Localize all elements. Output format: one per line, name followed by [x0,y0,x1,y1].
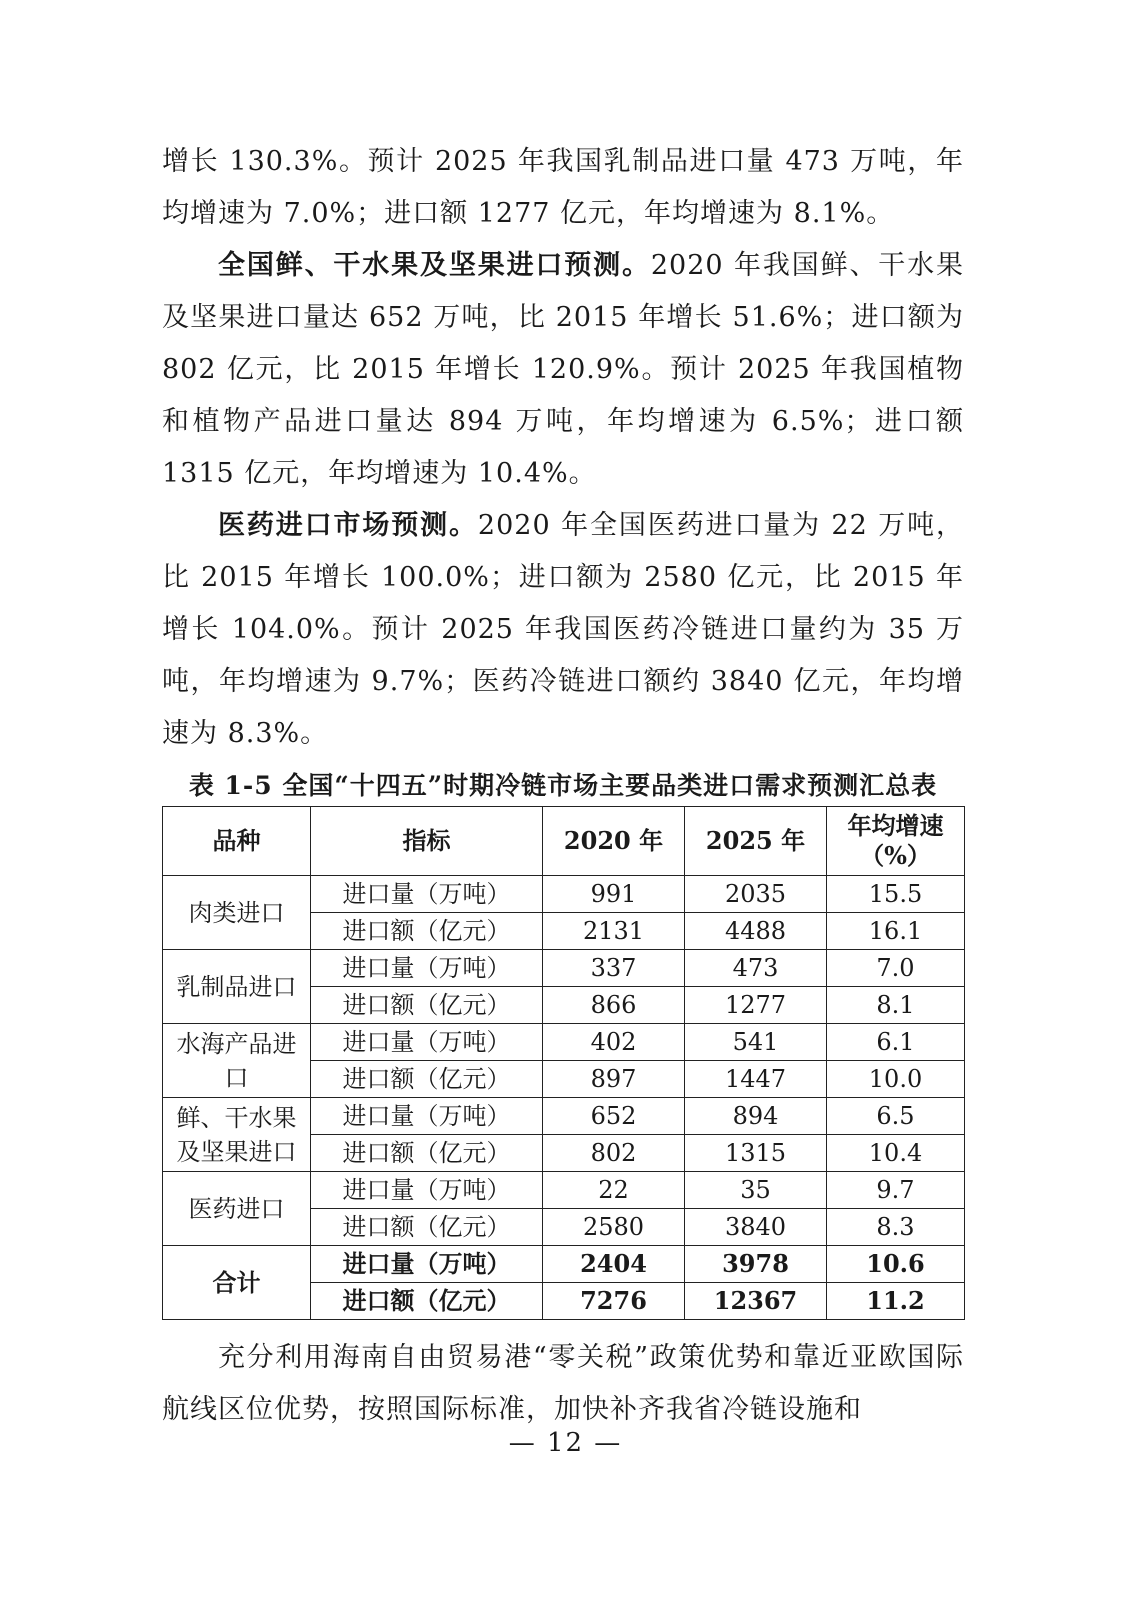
value-2025-cell: 12367 [685,1283,827,1320]
growth-cell: 11.2 [827,1283,965,1320]
header-growth: 年均增速（%） [827,807,965,876]
table-row [163,1024,965,1061]
growth-cell: 6.5 [827,1098,965,1135]
value-2020-cell: 652 [543,1098,685,1135]
paragraph-pharma-forecast [162,500,964,760]
value-2025-cell: 1315 [685,1135,827,1172]
indicator-cell: 进口额（亿元） [311,913,543,950]
table-total-row [163,1246,965,1283]
growth-cell: 8.3 [827,1209,965,1246]
indicator-cell: 进口量（万吨） [311,1172,543,1209]
value-2020-cell: 402 [543,1024,685,1061]
value-2020-cell: 2131 [543,913,685,950]
category-cell: 医药进口 [163,1172,311,1246]
category-cell: 乳制品进口 [163,950,311,1024]
header-2020: 2020 年 [543,807,685,876]
paragraph-body-pharma: 2020 年全国医药进口量为 22 万吨，比 2015 年增长 100.0%；进口额为 2580 亿元，比 2015 年增长 104.0%。预计 2025 年我国医药冷链进口量约为 35 万吨，年均增速为 9.7%；医药冷链进口额约 3840 亿元，年均增速为 8.3%。 [162,510,965,749]
value-2020-cell: 991 [543,876,685,913]
import-forecast-table [162,806,965,1320]
indicator-cell: 进口量（万吨） [311,1098,543,1135]
growth-cell: 7.0 [827,950,965,987]
paragraph-hainan-advantage: 充分利用海南自由贸易港“零关税”政策优势和靠近亚欧国际航线区位优势，按照国际标准，加快补齐我省冷链设施和 [162,1342,964,1425]
category-cell: 鲜、干水果及坚果进口 [163,1098,311,1172]
growth-cell: 8.1 [827,987,965,1024]
value-2020-cell: 22 [543,1172,685,1209]
growth-cell: 9.7 [827,1172,965,1209]
growth-cell: 10.6 [827,1246,965,1283]
header-indicator: 指标 [311,807,543,876]
table-row [163,876,965,913]
value-2020-cell: 337 [543,950,685,987]
indicator-cell: 进口量（万吨） [311,1246,543,1283]
header-category: 品种 [163,807,311,876]
value-2025-cell: 894 [685,1098,827,1135]
table-row [163,1172,965,1209]
value-2025-cell: 3840 [685,1209,827,1246]
category-cell: 肉类进口 [163,876,311,950]
table-caption: 表 1-5 全国“十四五”时期冷链市场主要品类进口需求预测汇总表 [188,771,938,800]
value-2020-cell: 802 [543,1135,685,1172]
value-2020-cell: 7276 [543,1283,685,1320]
paragraph-lead-pharma: 医药进口市场预测。 [218,510,478,541]
value-2025-cell: 1277 [685,987,827,1024]
paragraph-dairy-continued: 增长 130.3%。预计 2025 年我国乳制品进口量 473 万吨，年均增速为 7.0%；进口额 1277 亿元，年均增速为 8.1%。 [162,146,964,229]
value-2025-cell: 1447 [685,1061,827,1098]
indicator-cell: 进口额（亿元） [311,1135,543,1172]
category-cell: 水海产品进口 [163,1024,311,1098]
page-number: — 12 — [508,1428,623,1458]
total-category-cell: 合计 [163,1246,311,1320]
growth-cell: 10.4 [827,1135,965,1172]
paragraph-fruit-forecast [162,240,964,500]
table-row [163,950,965,987]
indicator-cell: 进口额（亿元） [311,1061,543,1098]
paragraph-lead-fruit: 全国鲜、干水果及坚果进口预测。 [218,250,651,281]
indicator-cell: 进口量（万吨） [311,876,543,913]
value-2025-cell: 473 [685,950,827,987]
growth-cell: 16.1 [827,913,965,950]
document-page [162,136,964,1436]
value-2020-cell: 2404 [543,1246,685,1283]
indicator-cell: 进口额（亿元） [311,1283,543,1320]
growth-cell: 15.5 [827,876,965,913]
paragraph-body-fruit: 2020 年我国鲜、干水果及坚果进口量达 652 万吨，比 2015 年增长 51.6%；进口额为 802 亿元，比 2015 年增长 120.9%。预计 2025 年我国植物和植物产品进口量达 894 万吨，年均增速为 6.5%；进口额 1315 亿元，年均增速为 10.4%。 [162,250,965,489]
indicator-cell: 进口额（亿元） [311,1209,543,1246]
value-2025-cell: 2035 [685,876,827,913]
table-header-row [163,807,965,876]
indicator-cell: 进口额（亿元） [311,987,543,1024]
value-2025-cell: 541 [685,1024,827,1061]
value-2025-cell: 4488 [685,913,827,950]
growth-cell: 6.1 [827,1024,965,1061]
value-2020-cell: 2580 [543,1209,685,1246]
header-2025: 2025 年 [685,807,827,876]
growth-cell: 10.0 [827,1061,965,1098]
indicator-cell: 进口量（万吨） [311,1024,543,1061]
table-row [163,1098,965,1135]
indicator-cell: 进口量（万吨） [311,950,543,987]
value-2020-cell: 866 [543,987,685,1024]
value-2025-cell: 35 [685,1172,827,1209]
value-2020-cell: 897 [543,1061,685,1098]
value-2025-cell: 3978 [685,1246,827,1283]
